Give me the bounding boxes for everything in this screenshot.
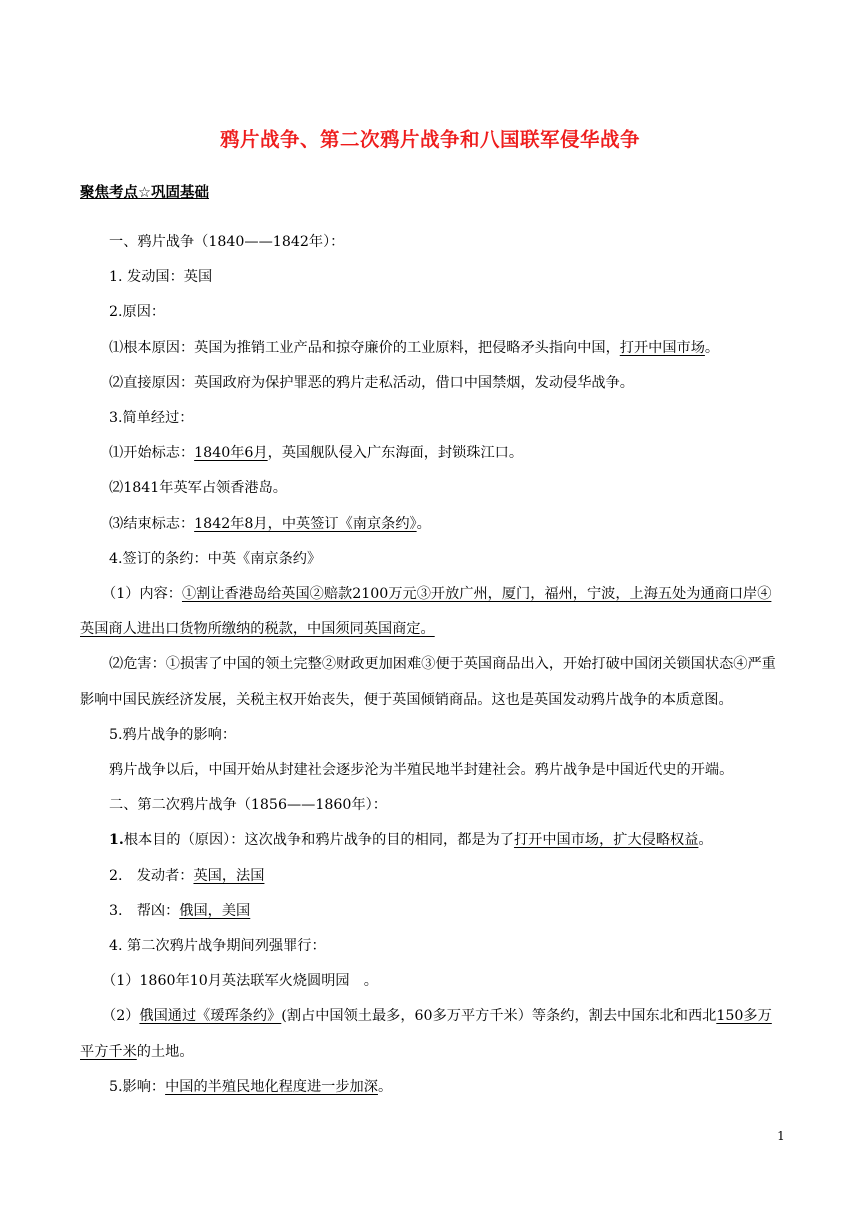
- underlined-answer: ①割让香港岛给英国②赔款2100万元③开放广州，厦门，福州，宁波，上海五处为通商口岸④英国商人进出口货物所缴纳的税款，中国须同英国商定。: [80, 586, 772, 638]
- underlined-answer: 打开中国市场: [619, 339, 705, 356]
- underlined-answer: 英国，法国: [193, 867, 265, 884]
- item-fundamental-purpose: [80, 823, 784, 858]
- text: 。: [698, 832, 713, 849]
- underlined-answer: 1840年6月: [194, 445, 268, 462]
- item-aigun-treaty: [80, 999, 784, 1069]
- heading-opium-war: 一、鸦片战争（1840——1842年）：: [109, 234, 345, 250]
- item-initiator: 1. 发动国：英国: [109, 269, 213, 286]
- section-heading: 聚焦考点☆巩固基础: [80, 185, 209, 201]
- text: （1）内容：: [102, 586, 182, 603]
- text: （2）: [102, 1008, 140, 1025]
- item-influence-text: 鸦片战争以后，中国开始从封建社会逐步沦为半殖民地半封建社会。鸦片战争是中国近代史的开端。: [109, 762, 734, 779]
- underlined-answer: 打开中国市场，扩大侵略权益: [513, 832, 699, 849]
- document-body: [80, 225, 784, 1105]
- underlined-answer: 中国的半殖民地化程度进一步加深: [165, 1078, 378, 1095]
- item-direct-cause: ⑵直接原因：英国政府为保护罪恶的鸦片走私活动，借口中国禁烟，发动侵华战争。: [109, 374, 634, 391]
- text: 2. 发动者：: [109, 867, 194, 884]
- text: 的土地。: [136, 1043, 194, 1060]
- item-second-war-influence: [80, 1070, 784, 1105]
- underlined-answer: 150多万平方千米: [80, 1008, 772, 1060]
- item-hong-kong-1841: ⑵1841年英军占领香港岛。: [109, 480, 287, 497]
- text: 。: [416, 515, 431, 532]
- text: (割占中国领土最多，60多万平方千米）等条约，割去中国东北和西北: [281, 1008, 717, 1025]
- text: 。: [377, 1078, 393, 1095]
- text: 。: [704, 339, 720, 356]
- underlined-answer: 俄国通过《瑷珲条约》: [139, 1008, 282, 1025]
- item-initiators: [80, 859, 784, 894]
- item-treaty-harm: ⑵危害：①损害了中国的领土完整②财政更加困难③便于英国商品出入，开始打破中国闭关锁国状态④严重影响中国民族经济发展，关税主权开始丧失，便于英国倾销商品。这也是英国发动鸦片战争的本质意图。: [80, 656, 776, 708]
- item-start-marker: [80, 436, 784, 471]
- text: 1.: [109, 832, 124, 849]
- item-accomplices: [80, 894, 784, 929]
- item-end-marker: [80, 507, 784, 542]
- text: 根本目的（原因）：这次战争和鸦片战争的目的相同，都是为了: [123, 832, 514, 849]
- item-crimes: 4. 第二次鸦片战争期间列强罪行：: [109, 938, 326, 955]
- document-title: 鸦片战争、第二次鸦片战争和八国联军侵华战争: [219, 128, 640, 151]
- item-treaty-content: [80, 577, 784, 647]
- item-old-summer-palace: （1）1860年10月英法联军火烧圆明园 。: [102, 973, 378, 990]
- item-causes: 2.原因：: [109, 304, 166, 321]
- underlined-answer: 俄国，美国: [179, 902, 251, 919]
- text: ⑴根本原因：英国为推销工业产品和掠夺廉价的工业原料，把侵略矛头指向中国，: [109, 339, 620, 356]
- text: ，英国舰队侵入广东海面，封锁珠江口。: [267, 445, 524, 462]
- text: 5.影响：: [109, 1078, 166, 1095]
- item-root-cause: [80, 331, 784, 366]
- page-number: 1: [777, 1129, 785, 1143]
- text: 3. 帮凶：: [109, 902, 180, 919]
- item-course: 3.简单经过：: [109, 410, 194, 427]
- heading-second-opium-war: 二、第二次鸦片战争（1856——1860年）：: [109, 797, 387, 814]
- item-influence: 5.鸦片战争的影响：: [109, 726, 237, 743]
- text: ⑴开始标志：: [109, 445, 195, 462]
- item-treaty: 4.签订的条约：中英《南京条约》: [109, 550, 322, 567]
- underlined-answer: 1842年8月，中英签订《南京条约》: [194, 515, 417, 532]
- text: ⑶结束标志：: [109, 515, 195, 532]
